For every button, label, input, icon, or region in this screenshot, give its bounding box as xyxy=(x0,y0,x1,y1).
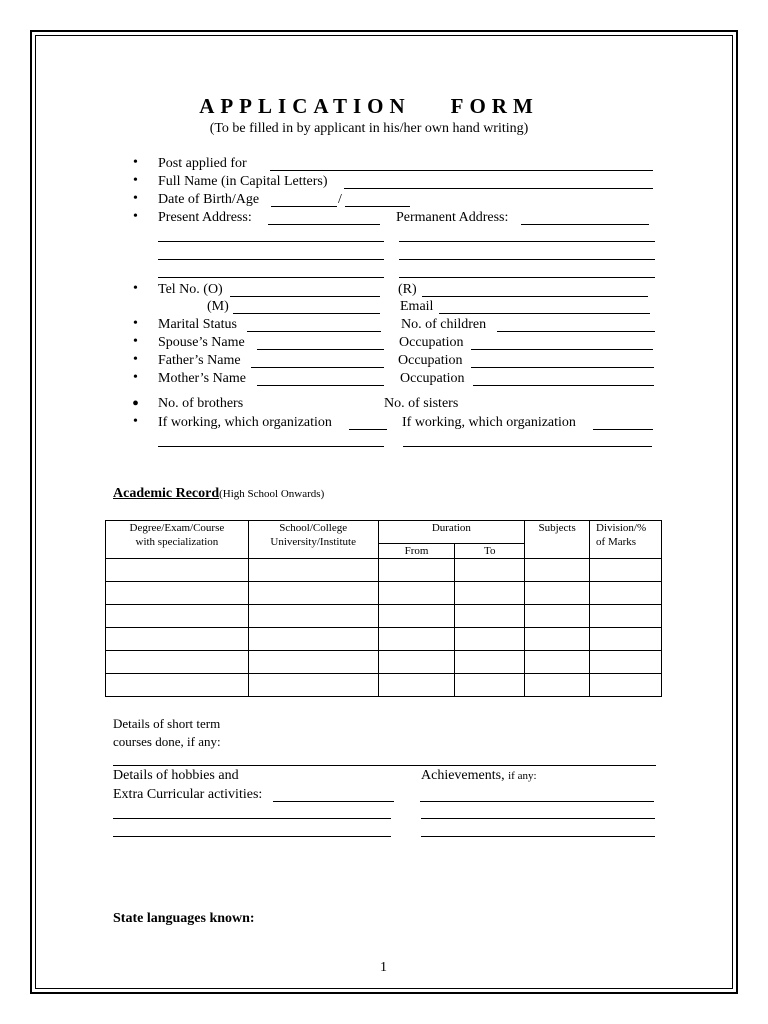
academic-record-heading xyxy=(113,486,324,502)
table-row xyxy=(106,582,662,605)
title-word-form: FORM xyxy=(450,94,539,118)
hobbies-label-line2: Extra Curricular activities: xyxy=(113,787,263,802)
col-header-degree: Degree/Exam/Course with specialization xyxy=(106,521,249,559)
academic-record-table xyxy=(105,520,662,697)
brothers-label: No. of brothers xyxy=(158,396,244,411)
dob-line[interactable] xyxy=(271,206,337,207)
tel-mobile-line[interactable] xyxy=(233,313,380,314)
table-cell[interactable] xyxy=(590,605,662,628)
email-line[interactable] xyxy=(439,313,650,314)
achievements-line[interactable] xyxy=(421,836,655,837)
col-header-duration: Duration xyxy=(378,521,525,544)
hobbies-line[interactable] xyxy=(273,801,394,802)
permanent-address-line[interactable] xyxy=(399,277,655,278)
table-cell[interactable] xyxy=(378,628,455,651)
page-border-inner xyxy=(35,35,733,989)
table-cell[interactable] xyxy=(106,559,249,582)
full-name-line[interactable] xyxy=(344,188,653,189)
permanent-address-line[interactable] xyxy=(399,259,655,260)
achievements-line[interactable] xyxy=(420,801,654,802)
children-label: No. of children xyxy=(401,317,487,332)
achievements-line[interactable] xyxy=(421,818,655,819)
bullet: • xyxy=(133,370,138,385)
children-line[interactable] xyxy=(497,331,655,332)
post-applied-label: Post applied for xyxy=(158,156,247,171)
achievements-title: Achievements, xyxy=(421,768,505,783)
bullet: • xyxy=(133,191,138,206)
table-cell[interactable] xyxy=(590,674,662,697)
table-cell[interactable] xyxy=(378,605,455,628)
col-header-division: Division/% of Marks xyxy=(590,521,662,559)
table-cell[interactable] xyxy=(248,628,378,651)
post-applied-line[interactable] xyxy=(270,170,653,171)
col-header-subjects: Subjects xyxy=(525,521,590,559)
working-organization-line[interactable] xyxy=(158,446,384,447)
short-courses-label-line1: Details of short term xyxy=(113,716,221,731)
languages-label: State languages known: xyxy=(113,911,255,926)
marital-status-label: Marital Status xyxy=(158,317,237,332)
table-cell[interactable] xyxy=(106,605,249,628)
table-cell[interactable] xyxy=(248,651,378,674)
bullet: • xyxy=(133,209,138,224)
working-organization-line[interactable] xyxy=(349,429,387,430)
father-occupation-line[interactable] xyxy=(471,367,654,368)
dob-label: Date of Birth/Age xyxy=(158,192,260,207)
title-word-application: APPLICATION xyxy=(199,94,411,118)
mother-name-label: Mother’s Name xyxy=(158,371,246,386)
dob-separator: / xyxy=(338,192,342,207)
table-cell[interactable] xyxy=(525,559,590,582)
table-cell[interactable] xyxy=(378,651,455,674)
tel-residence-label: (R) xyxy=(398,282,417,297)
form-title xyxy=(0,94,738,119)
father-name-label: Father’s Name xyxy=(158,353,241,368)
table-cell[interactable] xyxy=(248,582,378,605)
present-address-label: Present Address: xyxy=(158,210,252,225)
academic-record-title: Academic Record xyxy=(113,486,220,501)
table-cell[interactable] xyxy=(525,605,590,628)
present-address-line[interactable] xyxy=(268,224,380,225)
tel-office-line[interactable] xyxy=(230,296,380,297)
table-row xyxy=(106,559,662,582)
spouse-name-line[interactable] xyxy=(257,349,384,350)
col-header-school: School/College University/Institute xyxy=(248,521,378,559)
table-cell[interactable] xyxy=(525,628,590,651)
sisters-label: No. of sisters xyxy=(384,396,459,411)
table-cell[interactable] xyxy=(106,628,249,651)
father-name-line[interactable] xyxy=(251,367,384,368)
bullet: • xyxy=(133,155,138,170)
age-line[interactable] xyxy=(345,206,410,207)
table-cell[interactable] xyxy=(378,559,455,582)
short-courses-label-line2: courses done, if any: xyxy=(113,734,221,749)
hobbies-label-line1: Details of hobbies and xyxy=(113,768,239,783)
table-cell[interactable] xyxy=(455,651,525,674)
hobbies-line[interactable] xyxy=(113,836,391,837)
col-header-to: To xyxy=(455,544,525,559)
col-header-from: From xyxy=(378,544,455,559)
short-courses-line[interactable] xyxy=(113,765,656,766)
father-occupation-label: Occupation xyxy=(398,353,463,368)
table-cell[interactable] xyxy=(525,651,590,674)
permanent-address-line[interactable] xyxy=(399,241,655,242)
mother-occupation-label: Occupation xyxy=(400,371,465,386)
bullet: • xyxy=(133,352,138,367)
mother-name-line[interactable] xyxy=(257,385,384,386)
page-number: 1 xyxy=(380,960,387,975)
spouse-occupation-line[interactable] xyxy=(471,349,653,350)
table-cell[interactable] xyxy=(455,582,525,605)
table-cell[interactable] xyxy=(455,628,525,651)
bullet: • xyxy=(133,316,138,331)
spouse-occupation-label: Occupation xyxy=(399,335,464,350)
tel-mobile-label: (M) xyxy=(207,299,229,314)
table-row xyxy=(106,628,662,651)
permanent-address-label: Permanent Address: xyxy=(396,210,509,225)
present-address-line[interactable] xyxy=(158,259,384,260)
table-cell[interactable] xyxy=(455,605,525,628)
table-cell[interactable] xyxy=(248,559,378,582)
table-cell[interactable] xyxy=(590,651,662,674)
bullet: • xyxy=(133,281,138,296)
working-organization-label: If working, which organization xyxy=(158,415,332,430)
bullet: • xyxy=(133,173,138,188)
marital-status-line[interactable] xyxy=(247,331,381,332)
email-label: Email xyxy=(400,299,434,314)
spouse-working-organization-line[interactable] xyxy=(403,446,652,447)
hobbies-line[interactable] xyxy=(113,818,391,819)
table-cell[interactable] xyxy=(378,674,455,697)
bullet: • xyxy=(133,334,138,349)
bullet: • xyxy=(133,414,138,429)
table-cell[interactable] xyxy=(248,674,378,697)
table-cell[interactable] xyxy=(590,559,662,582)
full-name-label: Full Name (in Capital Letters) xyxy=(158,174,328,189)
table-cell[interactable] xyxy=(248,605,378,628)
spouse-working-organization-line[interactable] xyxy=(593,429,653,430)
achievements-note: if any: xyxy=(508,770,537,782)
table-cell[interactable] xyxy=(106,651,249,674)
permanent-address-line[interactable] xyxy=(521,224,649,225)
present-address-line[interactable] xyxy=(158,241,384,242)
spouse-name-label: Spouse’s Name xyxy=(158,335,245,350)
table-cell[interactable] xyxy=(106,582,249,605)
form-subtitle: (To be filled in by applicant in his/her own hand writing) xyxy=(209,121,529,136)
spouse-working-organization-label: If working, which organization xyxy=(402,415,576,430)
table-row xyxy=(106,605,662,628)
bullet: • xyxy=(132,393,140,415)
tel-residence-line[interactable] xyxy=(422,296,648,297)
table-cell[interactable] xyxy=(106,674,249,697)
tel-office-label: Tel No. (O) xyxy=(158,282,223,297)
table-cell[interactable] xyxy=(455,559,525,582)
table-cell[interactable] xyxy=(378,582,455,605)
table-row xyxy=(106,651,662,674)
table-cell[interactable] xyxy=(525,582,590,605)
mother-occupation-line[interactable] xyxy=(473,385,654,386)
table-cell[interactable] xyxy=(455,674,525,697)
academic-record-note: (High School Onwards) xyxy=(219,488,325,500)
achievements-label xyxy=(421,768,537,784)
table-cell[interactable] xyxy=(525,674,590,697)
table-row xyxy=(106,674,662,697)
present-address-line[interactable] xyxy=(158,277,384,278)
table-cell[interactable] xyxy=(590,628,662,651)
table-cell[interactable] xyxy=(590,582,662,605)
